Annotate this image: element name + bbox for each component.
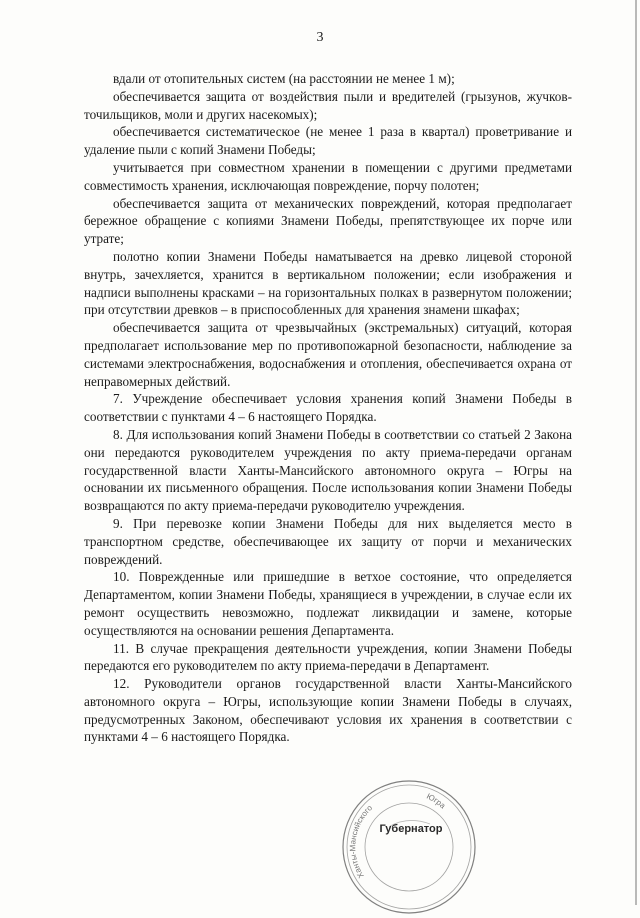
paragraph: обеспечивается систематическое (не менее 1 раза в квартал) проветривание и удаление пыли с копий Знамени Победы; — [84, 124, 572, 158]
paragraph: вдали от отопительных систем (на расстоянии не менее 1 м); — [113, 71, 455, 86]
paragraph: полотно копии Знамени Победы наматывается на древко лицевой стороной внутрь, зачехляется, хранится в вертикальном положении; если изображения и надписи выполнены красками – на горизонтальных полках в развернутом положении; при отсутствии древков – в приспособленных для хранения знамени шкафах; — [84, 248, 572, 318]
paragraph: 12. Руководители органов государственной власти Ханты-Мансийского автономного округа – Югры, использующие копии Знамени Победы в случаях, предусмотренных Законом, обеспечивают условия их хранения в соответствии с пунктами 4 – 6 настоящего Порядка. — [84, 676, 572, 745]
stamp-label: Губернатор — [379, 823, 443, 835]
seal-ring-text-right: Югра — [425, 791, 448, 811]
paragraph: обеспечивается защита от механических повреждений, которая предполагает бережное обращение с копиями Знамени Победы, препятствующее их порче или утрате; — [84, 195, 572, 247]
page-number: 3 — [316, 30, 324, 45]
seal-ring-text-left: Ханты-Мансийского — [348, 803, 375, 880]
paragraph: 8. Для использования копий Знамени Победы в соответствии со статьей 2 Закона они передаются руководителем учреждения по акту приема-передачи органам государственной власти Ханты-Мансийского автономного округа – Югры на основании их письменного обращения. После использования копии Знамени Победы возвращаются по акту приема-передачи руководителю учреждения. — [84, 426, 572, 514]
paragraph: учитывается при совместном хранении в помещении с другими предметами совместимость хранения, исключающая повреждение, порчу полотен; — [84, 159, 572, 193]
paragraph: обеспечивается защита от воздействия пыли и вредителей (грызунов, жучков-точильщиков, моли и других насекомых); — [84, 88, 572, 122]
paragraph: обеспечивается защита от чрезвычайных (экстремальных) ситуаций, которая предполагает использование мер по противопожарной безопасности, наблюдение за системами электроснабжения, водоснабжения и отопления, обеспечивается охрана от неправомерных действий. — [84, 320, 572, 389]
seal-ring-graphic — [338, 776, 480, 918]
governor-seal-stamp — [338, 776, 480, 918]
paragraph: 11. В случае прекращения деятельности учреждения, копии Знамени Победы передаются его руководителем по акту приема-передачи в Департамент. — [84, 640, 572, 674]
document-body — [84, 70, 572, 746]
page-right-edge — [635, 0, 637, 905]
paragraph: 9. При перевозке копии Знамени Победы для них выделяется место в транспортном средстве, обеспечивающее их защиту от порчи и механических повреждений. — [84, 515, 572, 567]
paragraph: 7. Учреждение обеспечивает условия хранения копий Знамени Победы в соответствии с пунктами 4 – 6 настоящего Порядка. — [84, 391, 572, 425]
paragraph: 10. Поврежденные или пришедшие в ветхое состояние, что определяется Департаментом, копии Знамени Победы, хранящиеся в учреждении, в случае если их ремонт осуществить невозможно, подлежат ликвидации и замене, которые осуществляются на основании решения Департамента. — [84, 569, 572, 638]
